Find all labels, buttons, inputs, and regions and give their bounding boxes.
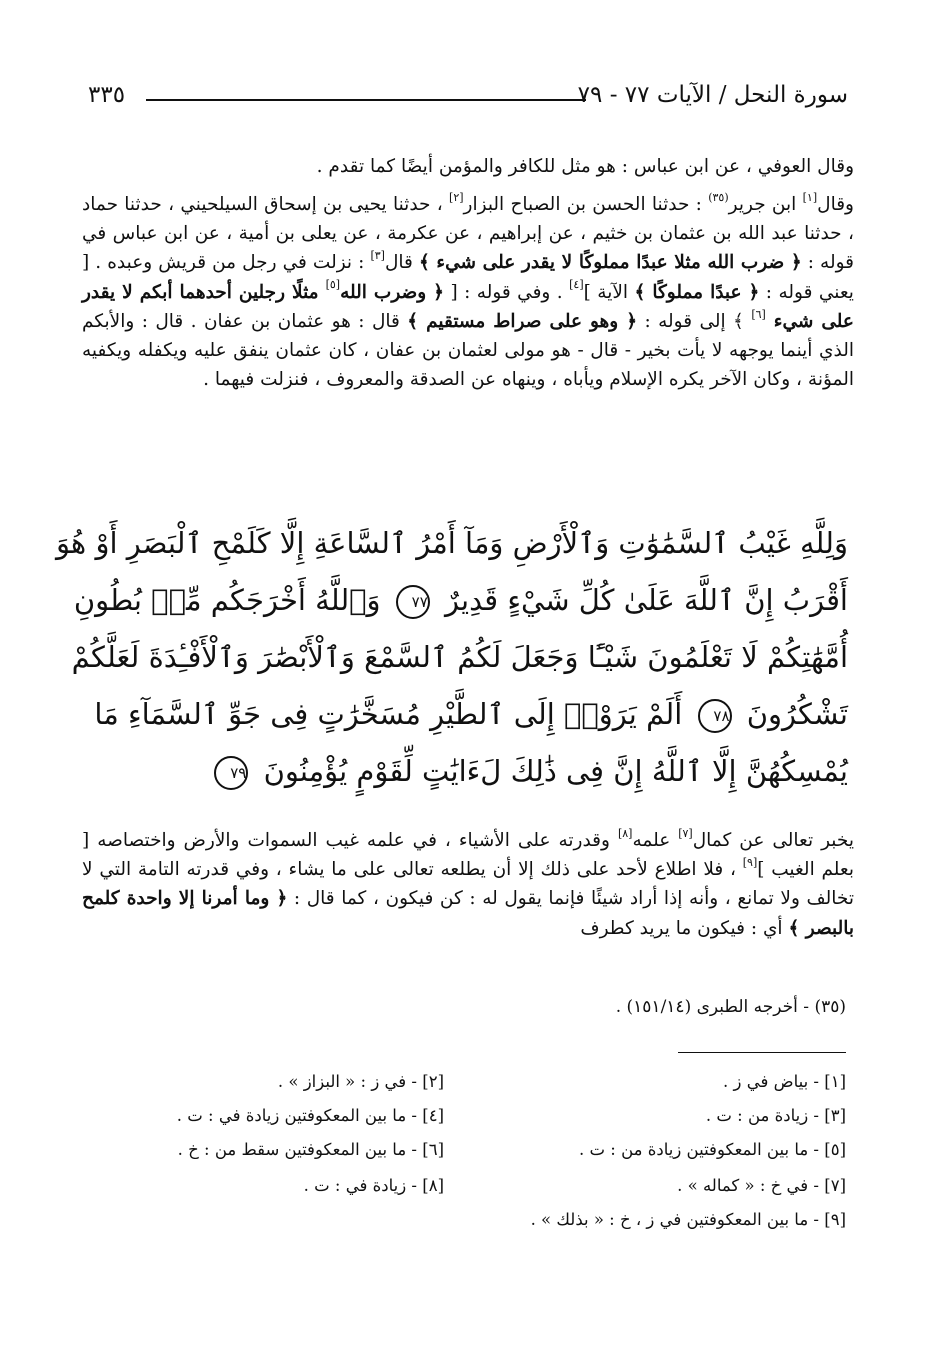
note-ref: [٣] (370, 249, 385, 263)
quran-line-1: وَلِلَّهِ غَيْبُ ٱلسَّمَٰوَٰتِ وَٱلْأَرْضِ وَمَآ أَمْرُ ٱلسَّاعَةِ إِلَّا كَلَمْحِ ٱلْبَصَرِ أَوْ هُوَ (55, 526, 848, 560)
source-footnote: (٣٥) - أخرجه الطبرى (١٥١/١٤) . (615, 997, 846, 1017)
quran-quote: مثلًا رجلين أحدهما أبكم لا يقدر على شيء (82, 281, 854, 332)
quran-line-4: تَشْكُرُونَ ٧٨ أَلَمْ يَرَوْا۟ إِلَى ٱلطَّيْرِ مُسَخَّرَٰتٍ فِى جَوِّ ٱلسَّمَآءِ مَا (94, 697, 848, 731)
paragraph-1: وقال العوفي ، عن ابن عباس : هو مثل للكافر والمؤمن أيضًا كما تقدم . (316, 156, 854, 177)
note-ref: (٣٥) (708, 190, 729, 204)
header-rule (146, 99, 586, 101)
quran-line-2: أَقْرَبُ إِنَّ ٱللَّهَ عَلَىٰ كُلِّ شَيْءٍ قَدِيرٌ ٧٧ وَٱللَّهُ أَخْرَجَكُم مِّنۢ بُطُونِ (73, 583, 848, 617)
quran-line-3: أُمَّهَٰتِكُمْ لَا تَعْلَمُونَ شَيْـًٔا وَجَعَلَ لَكُمُ ٱلسَّمْعَ وَٱلْأَبْصَٰرَ وَٱلْأَفْـِٔدَةَ لَعَلَّكُمْ (71, 640, 848, 674)
quran-quote: ﴿ عبدًا مملوكًا ﴾ (634, 281, 760, 303)
ayah-number-79: ٧٩ (214, 756, 248, 790)
note-ref: [١] (802, 190, 818, 204)
quran-line-5: يُمْسِكُهُنَّ إِلَّا ٱللَّهُ إِنَّ فِى ذَٰلِكَ لَءَايَٰتٍ لِّقَوْمٍ يُؤْمِنُونَ ٧٩ (96, 743, 848, 800)
footnote-2: [٢] - في ز : « البزاز » . (277, 1072, 444, 1091)
footnote-9: [٩] - ما بين المعكوفتين في ز ، خ : « بذلك » . (530, 1210, 846, 1229)
footnote-5: [٥] - ما بين المعكوفتين زيادة من : ت . (579, 1140, 846, 1159)
quran-quote: ﴿ ضرب الله مثلا عبدًا مملوكًا لا يقدر على شيء ﴾ (418, 252, 802, 274)
note-ref: [٢] (449, 190, 464, 204)
footnote-6: [٦] - ما بين المعكوفتين سقط من : خ . (177, 1140, 444, 1159)
surah-title: سورة النحل / الآيات ٧٧ - ٧٩ (577, 82, 848, 108)
footnote-8: [٨] - زيادة في : ت . (303, 1176, 444, 1195)
quran-verses (55, 515, 848, 800)
quran-quote: ﴿ وضرب الله (340, 281, 445, 303)
note-ref: [٨] (617, 826, 633, 840)
ayah-number-77: ٧٧ (396, 585, 430, 619)
note-ref: [٦] (751, 307, 766, 321)
quran-quote: ﴿ وما أمرنا إلا واحدة كلمح بالبصر ﴾ (82, 888, 854, 939)
note-ref: [٧] (678, 826, 693, 840)
page-header (88, 82, 848, 122)
quran-quote: ﴿ وهو على صراط مستقيم ﴾ (407, 310, 638, 332)
paragraph-2: وقال[١] ابن جرير$^{(٣٥)}$ : حدثنا الحسن بن الصباح البزار[٢] ، حدثنا يحيى بن إسحاق السيلحيني ، حدثنا حماد ، حدثنا عبد الله بن عثمان بن خثيم ، عن إبراهيم ، عن عكرمة ، عن يعلى بن أمية ، عن ابن عباس في قوله : ﴿ ضرب الله مثلا عبدًا مملوكًا لا يقدر على شيء ﴾ قال[٣] : نزلت في رجل من قريش وعبده . [ يعني قوله : ﴿ عبدًا مملوكًا ﴾ الآية ][٤] . وفي قوله : [ ﴿ وضرب الله[٥] مثلًا رجلين أحدهما أبكم لا يقدر على شيء [٦] ﴾ إلى قوله : ﴿ وهو على صراط مستقيم ﴾ قال : هو عثمان بن عفان . قال : والأبكم الذي أينما يوجهه لا يأت بخير - قال - هو مولى لعثمان بن عفان ، كان عثمان ينفق عليه ويكفله ويكفيه المؤنة ، وكان الآخر يكره الإسلام ويأباه ، وينهاه عن الصدقة والمعروف ، فنزلت فيهما . (82, 190, 855, 391)
footnote-7: [٧] - في خ : « كماله » . (677, 1176, 846, 1195)
footnote-separator (678, 1052, 846, 1053)
note-ref: [٩] (742, 856, 758, 870)
note-ref: [٤] (569, 278, 584, 292)
footnote-3: [٣] - زيادة من : ت . (705, 1106, 846, 1125)
paragraph-3: يخبر تعالى عن كمال[٧] علمه[٨] وقدرته على الأشياء ، في علمه غيب السموات والأرض واختصاصه [ بعلم الغيب ][٩] ، فلا اطلاع لأحد على ذلك إلا أن يطلعه تعالى على ما يشاء ، وفي قدرته التامة التي لا تخالف ولا تمانع ، وأنه إذا أراد شيئًا فإنما يقول له : كن فيكون ، كما قال : ﴿ وما أمرنا إلا واحدة كلمح بالبصر ﴾ أي : فيكون ما يريد كطرف (82, 826, 854, 939)
note-ref: [٥] (325, 278, 341, 292)
footnote-1: [١] - بياض في ز . (723, 1072, 846, 1091)
ayah-number-78: ٧٨ (698, 699, 732, 733)
page-number: ٣٣٥ (88, 82, 126, 108)
footnote-4: [٤] - ما بين المعكوفتين زيادة في : ت . (176, 1106, 444, 1125)
